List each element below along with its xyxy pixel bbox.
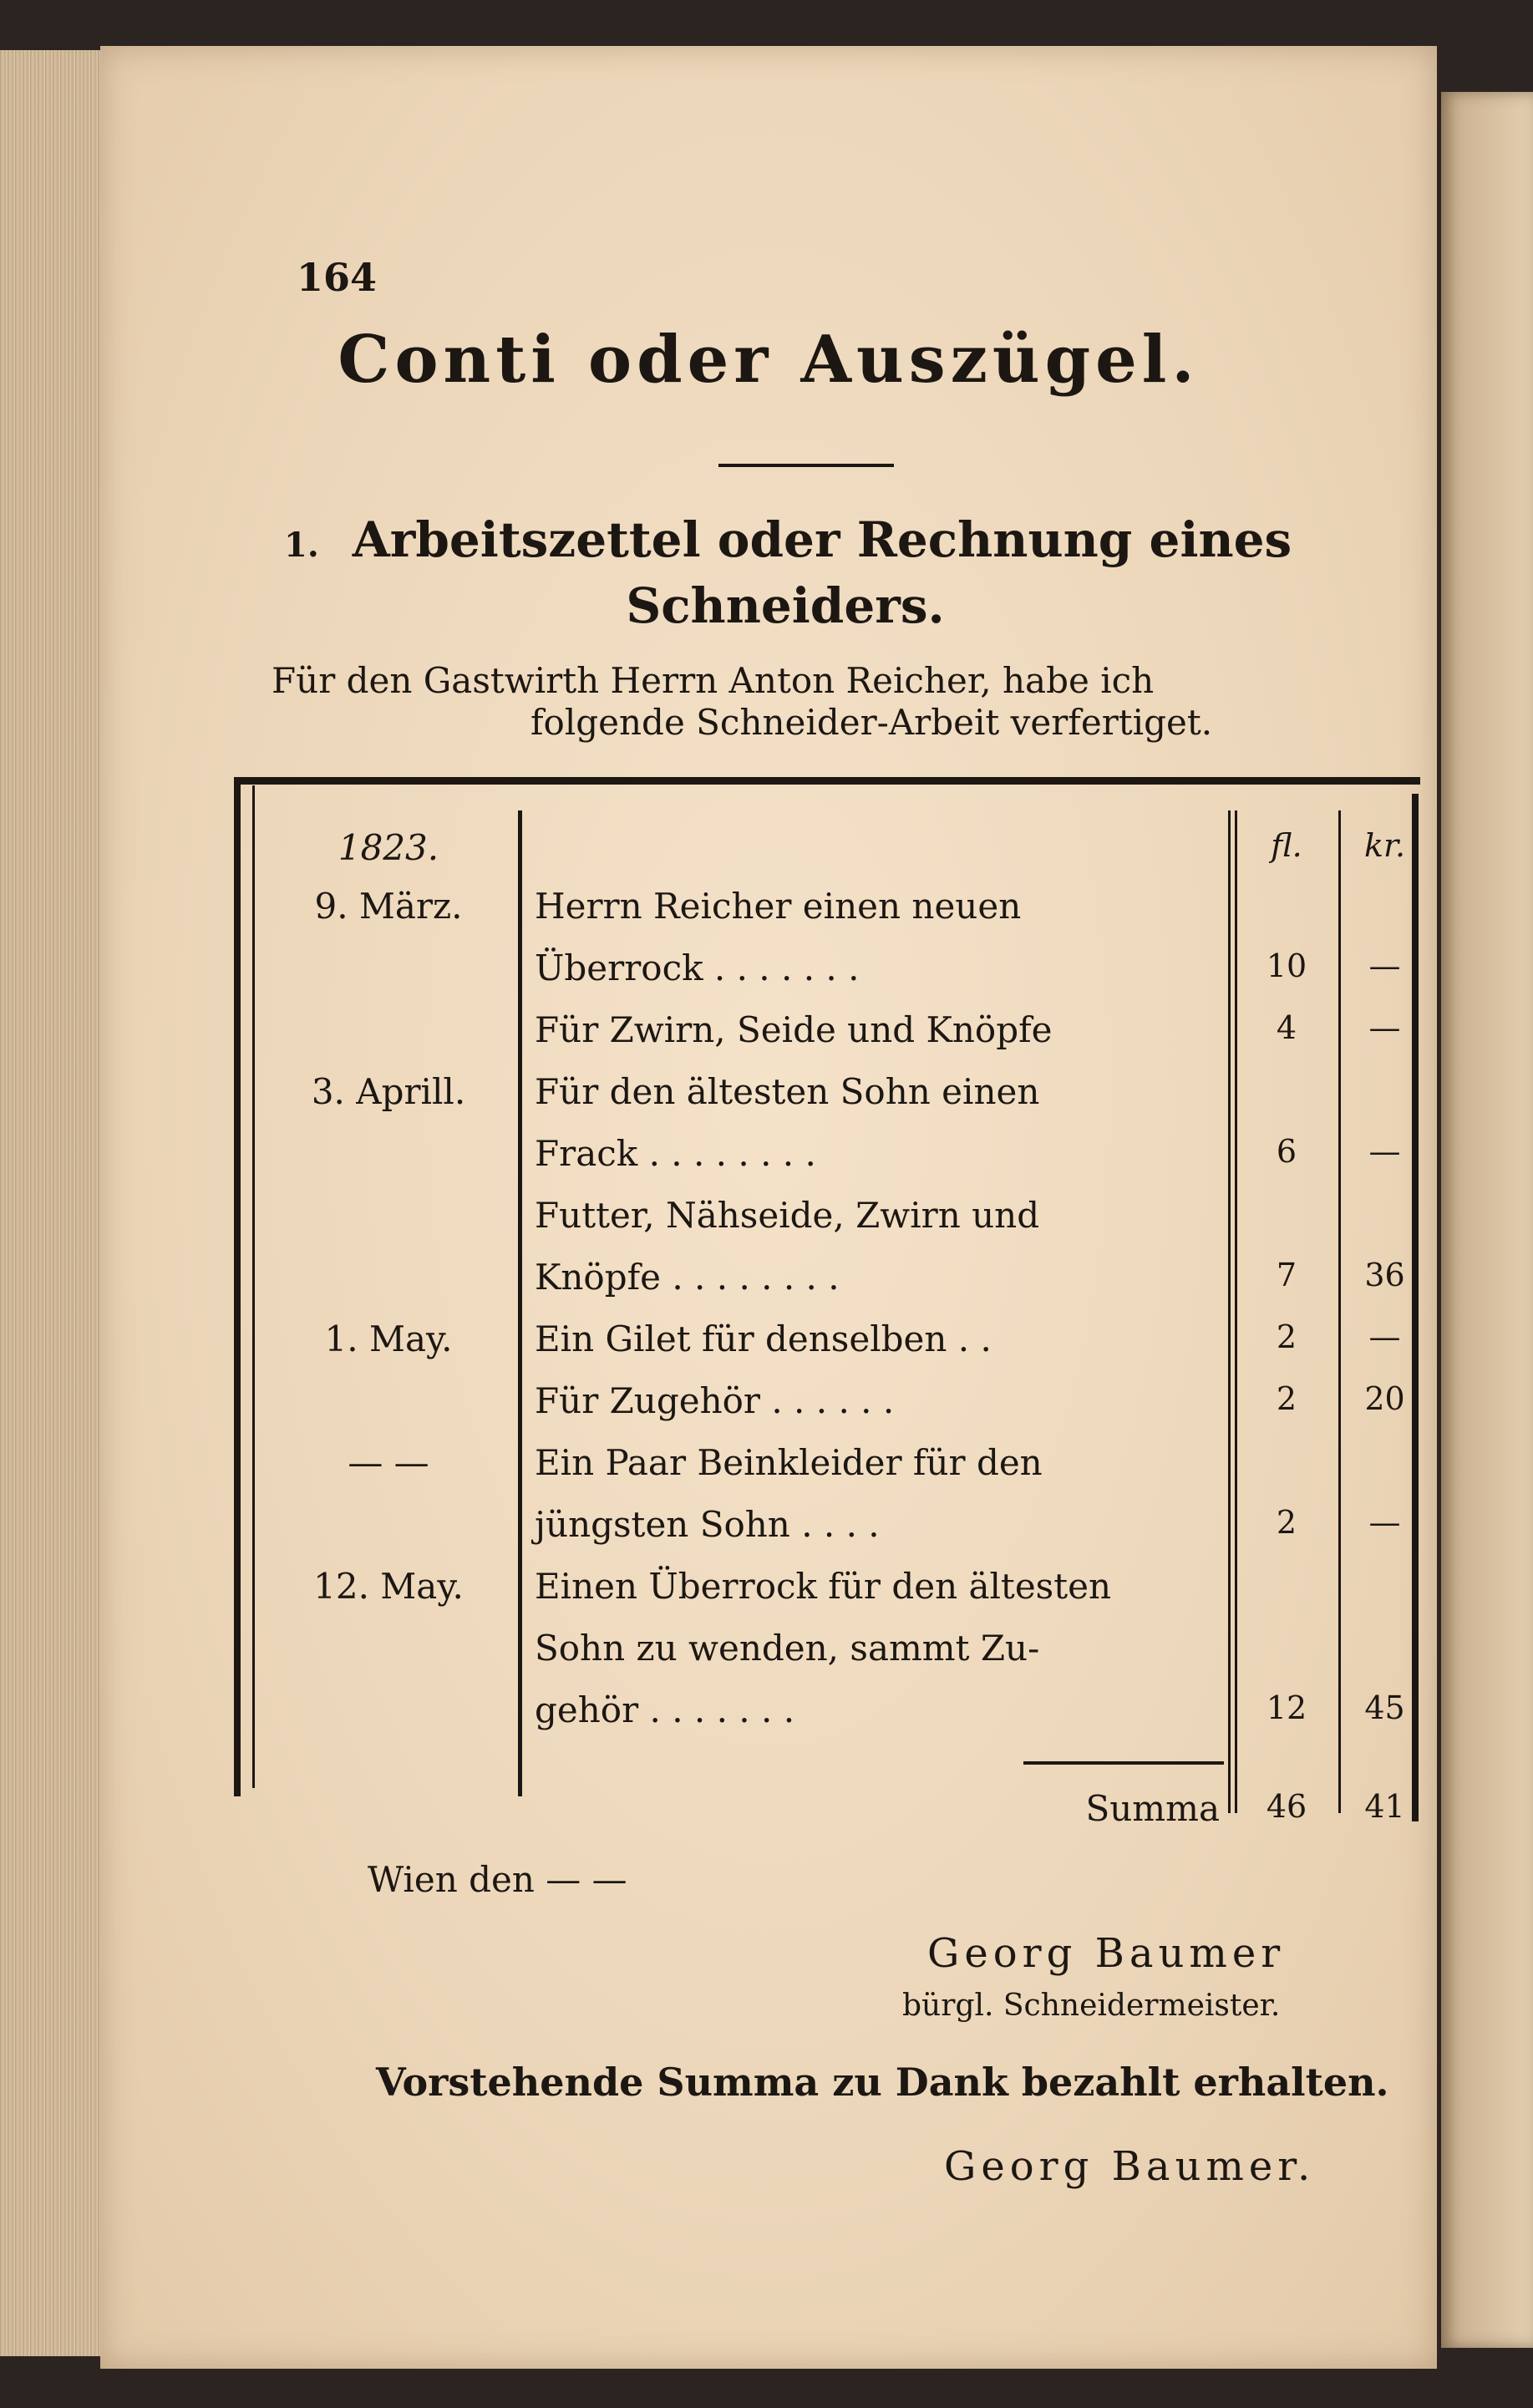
- table-row-kr: —: [1368, 947, 1401, 984]
- table-row-description: Frack . . . . . . . .: [535, 1133, 816, 1174]
- table-row-description: Futter, Nähseide, Zwirn und: [535, 1195, 1040, 1236]
- table-row-description: Überrock . . . . . . .: [535, 947, 860, 988]
- table-row-kr: —: [1368, 1009, 1401, 1046]
- table-left-rule: [234, 777, 241, 1796]
- facing-page-edge: [1441, 92, 1533, 2348]
- table-row-fl: 12: [1266, 1689, 1307, 1726]
- table-row-fl: 2: [1276, 1380, 1297, 1417]
- place-date-line: Wien den — —: [368, 1859, 627, 1900]
- sum-label: Summa: [1085, 1788, 1220, 1829]
- receipt-signature: Georg Baumer.: [944, 2143, 1316, 2190]
- table-row-kr: —: [1368, 1318, 1401, 1355]
- title-divider: [718, 464, 894, 467]
- intro-line1: Für den Gastwirth Herrn Anton Reicher, habe ich: [272, 660, 1155, 701]
- intro-line2: folgende Schneider-Arbeit verfertiget.: [530, 702, 1213, 743]
- table-year: 1823.: [338, 827, 439, 868]
- page-title: Conti oder Auszügel.: [338, 322, 1200, 398]
- section-heading-line2: Schneiders.: [626, 577, 945, 634]
- receipt-line: Vorstehende Summa zu Dank bezahlt erhalten.: [376, 2060, 1389, 2105]
- table-row-kr: 20: [1364, 1380, 1405, 1417]
- column-fl-header: fl.: [1271, 827, 1302, 864]
- signature: Georg Baumer: [927, 1930, 1286, 1977]
- table-row-date: 1. May.: [324, 1318, 453, 1359]
- section-number: 1.: [284, 526, 319, 565]
- table-row-kr: —: [1368, 1133, 1401, 1170]
- table-row-description: Für Zugehör . . . . . .: [535, 1380, 895, 1421]
- table-row-date: — —: [348, 1442, 429, 1483]
- table-row-description: Sohn zu wenden, sammt Zu-: [535, 1628, 1040, 1669]
- table-row-kr: 45: [1364, 1689, 1405, 1726]
- table-row-fl: 6: [1276, 1133, 1297, 1170]
- date-column-rule: [518, 810, 522, 1796]
- table-row-kr: —: [1368, 1504, 1401, 1541]
- sum-kr: 41: [1364, 1788, 1405, 1825]
- table-row-description: Ein Gilet für denselben . .: [535, 1318, 992, 1359]
- sum-fl: 46: [1266, 1788, 1307, 1825]
- intro-text: [272, 660, 1441, 744]
- page-number: 164: [297, 255, 378, 300]
- table-row-fl: 2: [1276, 1318, 1297, 1355]
- table-row-fl: 10: [1266, 947, 1307, 984]
- table-row-fl: 2: [1276, 1504, 1297, 1541]
- signature-title: bürgl. Schneidermeister.: [902, 1989, 1281, 2023]
- table-row-fl: 4: [1276, 1009, 1297, 1046]
- table-row-description: Für Zwirn, Seide und Knöpfe: [535, 1009, 1053, 1050]
- table-row-date: 3. Aprill.: [311, 1071, 466, 1112]
- bill-table: [234, 777, 1420, 1838]
- section-heading: [284, 510, 1437, 636]
- table-row-date: 12. May.: [313, 1566, 464, 1607]
- table-row-description: gehör . . . . . . .: [535, 1689, 795, 1730]
- table-left-inner-rule: [252, 785, 255, 1788]
- table-row-description: Einen Überrock für den ältesten: [535, 1566, 1112, 1607]
- book-page: [100, 46, 1437, 2369]
- table-row-fl: 7: [1276, 1257, 1297, 1293]
- table-row-date: 9. März.: [314, 886, 463, 927]
- sum-rule: [1023, 1761, 1224, 1765]
- table-row-description: Für den ältesten Sohn einen: [535, 1071, 1040, 1112]
- table-top-rule: [234, 777, 1420, 785]
- table-row-description: jüngsten Sohn . . . .: [535, 1504, 880, 1545]
- column-kr-header: kr.: [1363, 827, 1406, 864]
- table-row-description: Ein Paar Beinkleider für den: [535, 1442, 1043, 1483]
- table-row-description: Herrn Reicher einen neuen: [535, 886, 1022, 927]
- table-row-kr: 36: [1364, 1257, 1405, 1293]
- section-heading-line1: Arbeitszettel oder Rechnung eines: [352, 511, 1292, 568]
- table-row-description: Knöpfe . . . . . . . .: [535, 1257, 840, 1298]
